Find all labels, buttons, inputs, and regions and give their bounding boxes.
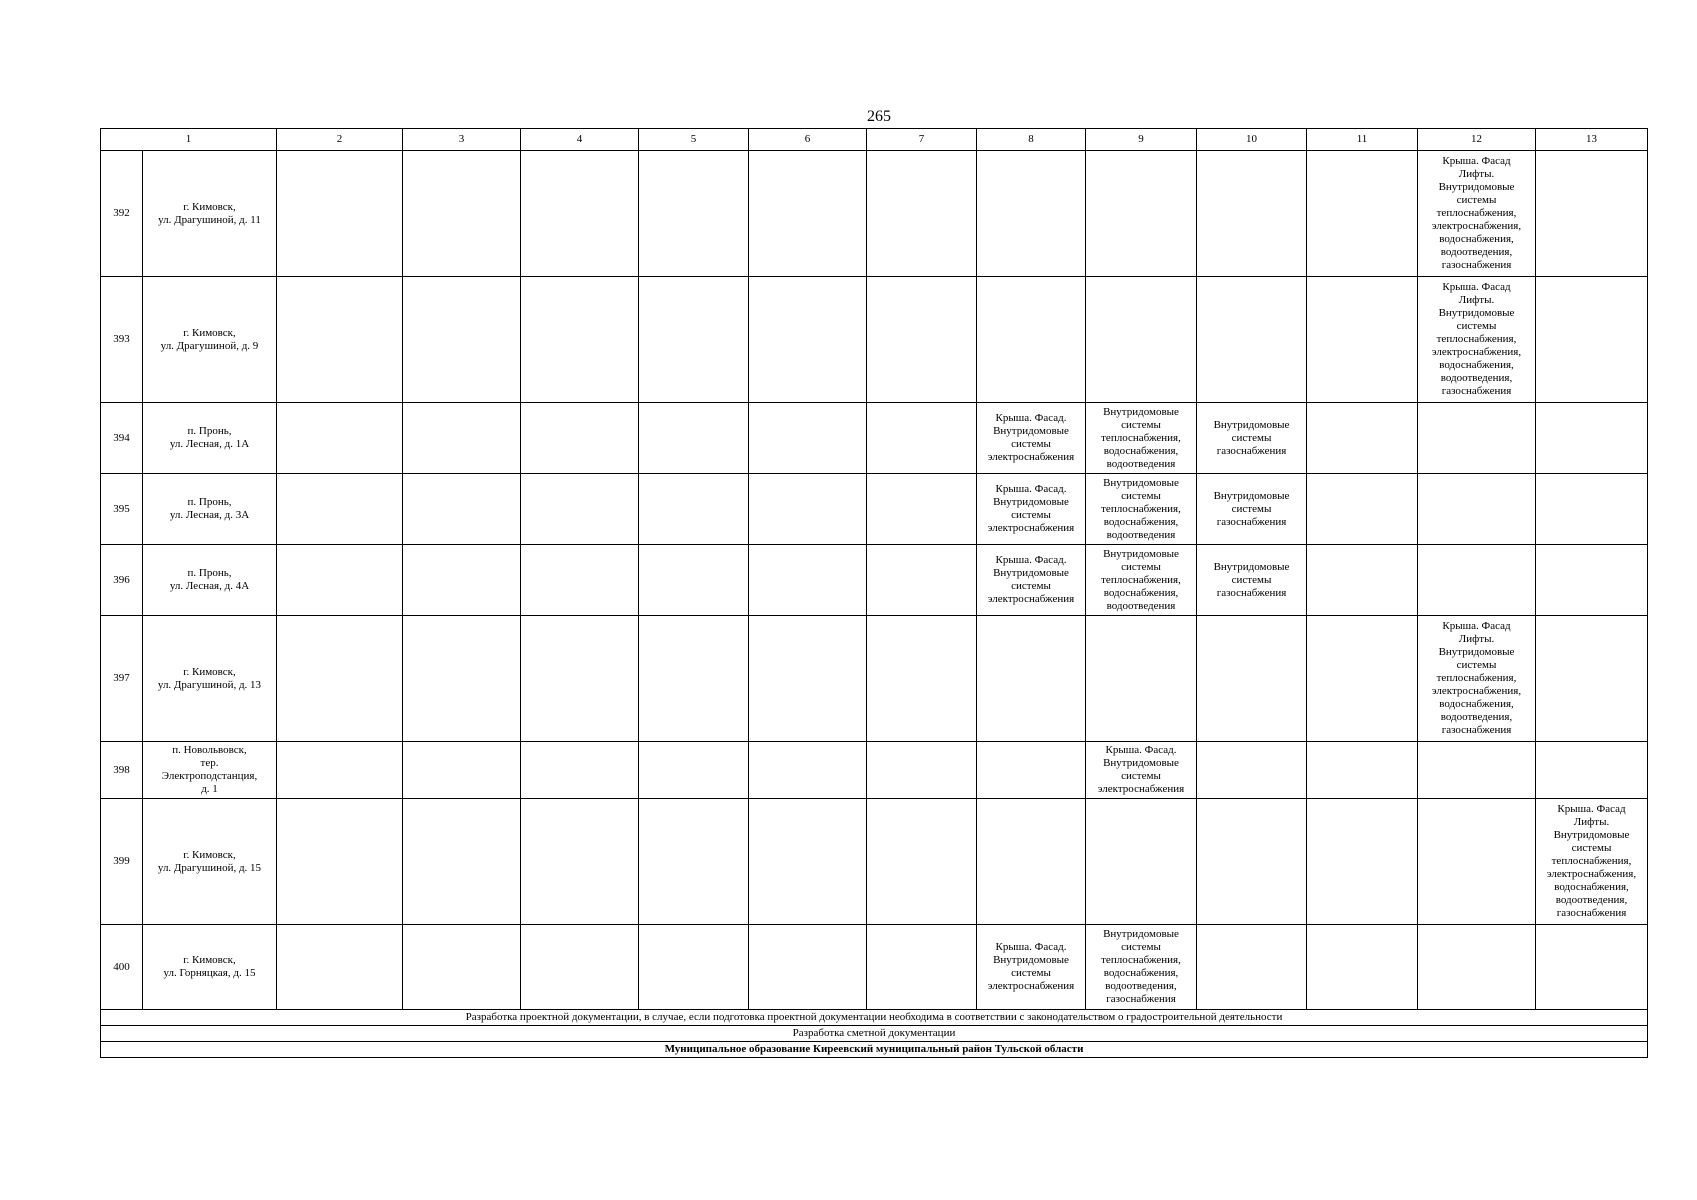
work-cell-col10: Внутридомовые системы газоснабжения [1197,545,1307,616]
row-number: 392 [101,151,143,277]
work-cell-col10 [1197,925,1307,1010]
work-cell-col9 [1086,616,1197,742]
work-cell-col12 [1418,545,1536,616]
section-row-estimate-docs [101,1026,1648,1042]
work-cell-col10: Внутридомовые системы газоснабжения [1197,403,1307,474]
address-cell: г. Кимовск, ул. Горняцкая, д. 15 [143,925,277,1010]
column-header: 1 [101,129,277,151]
column-header: 5 [639,129,749,151]
address-cell: г. Кимовск, ул. Драгушиной, д. 11 [143,151,277,277]
row-number: 397 [101,616,143,742]
work-cell-col12 [1418,474,1536,545]
work-cell-col8: Крыша. Фасад. Внутридомовые системы электроснабжения [977,474,1086,545]
section-label: Разработка проектной документации, в случае, если подготовка проектной документации необходима в соответствии с законодательством о градостроительной деятельности [101,1010,1648,1026]
work-cell-col9 [1086,799,1197,925]
row-number: 393 [101,277,143,403]
table-row [101,925,1648,1010]
row-number: 399 [101,799,143,925]
municipality-heading: Муниципальное образование Киреевский муниципальный район Тульской области [101,1042,1648,1058]
work-cell-col12 [1418,742,1536,799]
work-cell-col13 [1536,545,1648,616]
work-cell-col10 [1197,799,1307,925]
column-header: 4 [521,129,639,151]
row-number: 400 [101,925,143,1010]
work-cell-col13 [1536,742,1648,799]
work-cell-col8: Крыша. Фасад. Внутридомовые системы электроснабжения [977,925,1086,1010]
work-cell-col9: Внутридомовые системы теплоснабжения, водоснабжения, водоотведения [1086,403,1197,474]
work-cell-col12: Крыша. Фасад Лифты. Внутридомовые системы теплоснабжения, электроснабжения, водоснабжения, водоотведения, газоснабжения [1418,151,1536,277]
column-header: 11 [1307,129,1418,151]
work-cell-col8 [977,277,1086,403]
row-number: 396 [101,545,143,616]
work-cell-col13 [1536,925,1648,1010]
column-header: 7 [867,129,977,151]
address-cell: г. Кимовск, ул. Драгушиной, д. 9 [143,277,277,403]
row-number: 394 [101,403,143,474]
address-cell: п. Пронь, ул. Лесная, д. 4А [143,545,277,616]
work-cell-col13 [1536,151,1648,277]
work-schedule-table [100,128,1648,1058]
table-row [101,616,1648,742]
work-cell-col12: Крыша. Фасад Лифты. Внутридомовые системы теплоснабжения, электроснабжения, водоснабжения, водоотведения, газоснабжения [1418,277,1536,403]
work-cell-col12: Крыша. Фасад Лифты. Внутридомовые системы теплоснабжения, электроснабжения, водоснабжения, водоотведения, газоснабжения [1418,616,1536,742]
table-row [101,799,1648,925]
work-cell-col10 [1197,277,1307,403]
work-cell-col10 [1197,742,1307,799]
work-cell-col8: Крыша. Фасад. Внутридомовые системы электроснабжения [977,545,1086,616]
row-number: 398 [101,742,143,799]
work-cell-col10: Внутридомовые системы газоснабжения [1197,474,1307,545]
table-row [101,151,1648,277]
work-cell-col13 [1536,474,1648,545]
work-cell-col9 [1086,277,1197,403]
column-header: 2 [277,129,403,151]
work-cell-col8 [977,616,1086,742]
column-header: 13 [1536,129,1648,151]
work-cell-col10 [1197,616,1307,742]
page-number: 265 [867,108,891,125]
column-header: 3 [403,129,521,151]
work-cell-col12 [1418,403,1536,474]
table-row [101,474,1648,545]
work-cell-col8: Крыша. Фасад. Внутридомовые системы электроснабжения [977,403,1086,474]
work-cell-col12 [1418,799,1536,925]
column-header: 10 [1197,129,1307,151]
section-label: Разработка сметной документации [101,1026,1648,1042]
work-cell-col8 [977,799,1086,925]
section-row-design-docs [101,1010,1648,1026]
work-cell-col8 [977,151,1086,277]
column-header: 9 [1086,129,1197,151]
table-row [101,277,1648,403]
section-row-municipality [101,1042,1648,1058]
address-cell: п. Пронь, ул. Лесная, д. 1А [143,403,277,474]
work-cell-col13 [1536,403,1648,474]
work-cell-col9: Крыша. Фасад. Внутридомовые системы электроснабжения [1086,742,1197,799]
work-cell-col10 [1197,151,1307,277]
column-header: 12 [1418,129,1536,151]
column-header: 6 [749,129,867,151]
column-header-row [101,129,1648,151]
work-cell-col13 [1536,616,1648,742]
work-cell-col12 [1418,925,1536,1010]
column-header: 8 [977,129,1086,151]
work-cell-col9: Внутридомовые системы теплоснабжения, водоснабжения, водоотведения, газоснабжения [1086,925,1197,1010]
address-cell: п. Новольвовск, тер. Электроподстанция, д. 1 [143,742,277,799]
table-row [101,403,1648,474]
work-cell-col8 [977,742,1086,799]
address-cell: г. Кимовск, ул. Драгушиной, д. 13 [143,616,277,742]
work-cell-col9 [1086,151,1197,277]
row-number: 395 [101,474,143,545]
work-cell-col9: Внутридомовые системы теплоснабжения, водоснабжения, водоотведения [1086,474,1197,545]
work-cell-col13: Крыша. Фасад Лифты. Внутридомовые системы теплоснабжения, электроснабжения, водоснабжения, водоотведения, газоснабжения [1536,799,1648,925]
table-row [101,545,1648,616]
address-cell: п. Пронь, ул. Лесная, д. 3А [143,474,277,545]
work-cell-col9: Внутридомовые системы теплоснабжения, водоснабжения, водоотведения [1086,545,1197,616]
address-cell: г. Кимовск, ул. Драгушиной, д. 15 [143,799,277,925]
table-row [101,742,1648,799]
work-cell-col13 [1536,277,1648,403]
